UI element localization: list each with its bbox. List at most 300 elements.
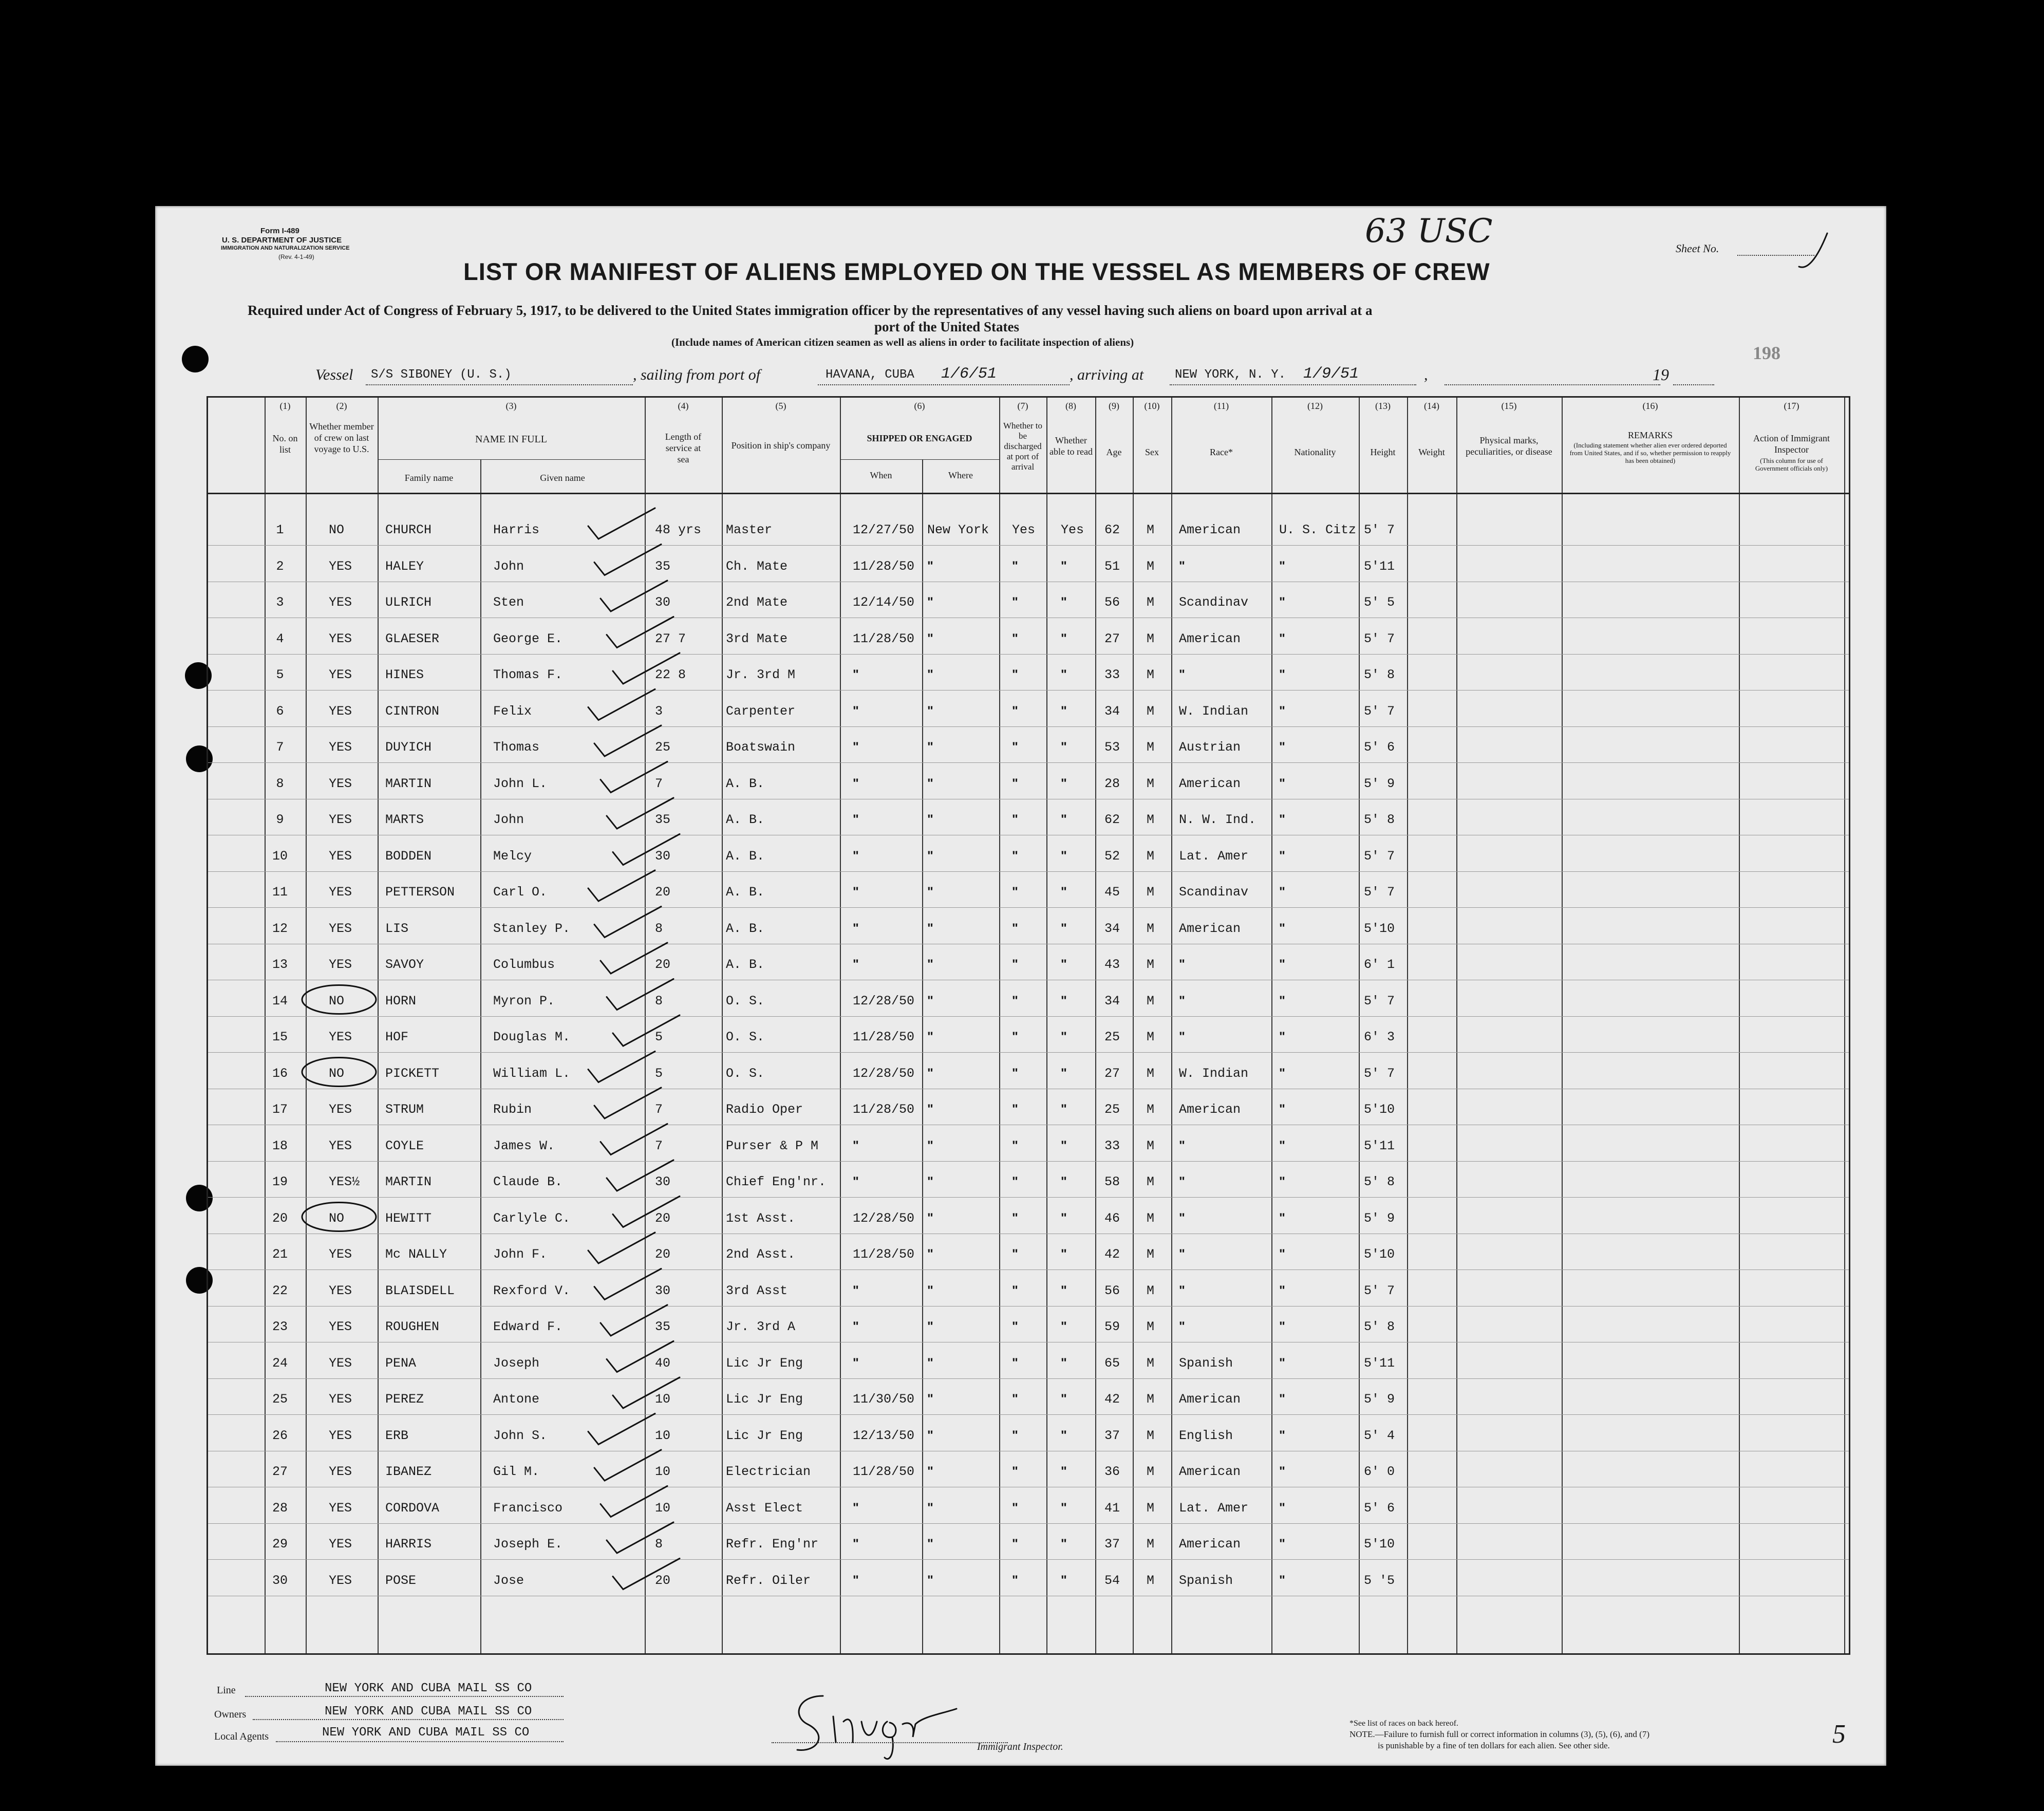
checkmark (601, 581, 667, 611)
cell-length-of-service: 10 (655, 1392, 671, 1407)
cell-length-of-service: 8 (655, 993, 663, 1009)
checkmark (601, 943, 667, 974)
cell-row-number: 21 (272, 1247, 288, 1262)
cell-position: 3rd Asst (726, 1283, 788, 1298)
cell-height: 5' 7 (1364, 885, 1395, 900)
cell-nationality: " (1279, 885, 1285, 899)
cell-given-name: Douglas M. (493, 1030, 571, 1044)
cell-race: " (1179, 667, 1185, 682)
immigrant-inspector-label: Immigrant Inspector. (977, 1741, 1063, 1752)
sailing-port: HAVANA, CUBA (826, 368, 914, 382)
cell-age: 34 (1104, 993, 1120, 1009)
cell-nationality: " (1279, 1573, 1285, 1588)
cell-race: W. Indian (1179, 1066, 1249, 1081)
cell-last-voyage: YES (329, 631, 352, 646)
cell-row-number: 24 (272, 1355, 288, 1371)
cell-nationality: " (1279, 667, 1285, 682)
cell-given-name: Thomas (493, 740, 540, 755)
cell-sex: M (1147, 1210, 1155, 1226)
cell-sex: M (1147, 1392, 1155, 1407)
cell-height: 5'11 (1364, 558, 1395, 574)
cell-race: Scandinav (1179, 595, 1249, 610)
checkmark (601, 1305, 667, 1336)
cell-shipped-where: " (927, 1030, 933, 1044)
cell-given-name: John L. (493, 776, 548, 791)
header-weight: Weight (1418, 447, 1445, 457)
cell-height: 5' 7 (1364, 631, 1395, 646)
cell-length-of-service: 20 (655, 957, 671, 972)
cell-sex: M (1147, 1283, 1155, 1298)
cell-discharged: " (1012, 1537, 1018, 1551)
cell-age: 51 (1104, 558, 1120, 574)
cell-length-of-service: 3 (655, 703, 663, 719)
cell-last-voyage: YES (329, 776, 352, 791)
cell-length-of-service: 20 (655, 1210, 671, 1226)
cell-race: " (1179, 1247, 1185, 1261)
cell-given-name: Carl O. (493, 885, 548, 900)
cell-shipped-when: 11/28/50 (853, 631, 915, 646)
cell-nationality: " (1279, 1428, 1285, 1443)
cell-length-of-service: 30 (655, 848, 671, 864)
cell-shipped-where: " (927, 957, 933, 972)
cell-nationality: " (1279, 740, 1285, 754)
header-family-name: Family name (404, 473, 454, 483)
cell-shipped-where: " (927, 1319, 933, 1334)
cell-sex: M (1147, 1066, 1155, 1081)
cell-position: Lic Jr Eng (726, 1355, 803, 1371)
cell-row-number: 25 (272, 1392, 288, 1407)
cell-nationality: " (1279, 1210, 1285, 1225)
cell-given-name: Joseph E. (493, 1537, 563, 1552)
cell-given-name: Francisco (493, 1500, 563, 1516)
cell-nationality: " (1279, 957, 1285, 972)
cell-sex: M (1147, 885, 1155, 900)
cell-position: Jr. 3rd A (726, 1319, 796, 1334)
cell-length-of-service: 30 (655, 1283, 671, 1298)
cell-row-number: 13 (272, 957, 288, 972)
cell-shipped-where: " (927, 1174, 933, 1189)
cell-row-number: 12 (272, 921, 288, 936)
cell-discharged: " (1012, 993, 1018, 1008)
header-name-in-full: NAME IN FULL (475, 434, 547, 445)
cell-given-name: George E. (493, 631, 563, 646)
subtitle-line-1: Required under Act of Congress of February 5, 1917, to be delivered to the United States immigration officer by the representatives of any vessel having such aliens on board upon arrival at a (248, 303, 1373, 318)
cell-sex: M (1147, 631, 1155, 646)
cell-length-of-service: 8 (655, 921, 663, 936)
cell-position: Ch. Mate (726, 558, 788, 574)
col-num-2: (2) (336, 401, 347, 411)
cell-sex: M (1147, 1138, 1155, 1153)
cell-race: " (1179, 1030, 1185, 1044)
cell-height: 5' 7 (1364, 993, 1395, 1009)
cell-nationality: " (1279, 703, 1285, 718)
cell-able-to-read: " (1061, 776, 1067, 791)
cell-last-voyage: YES (329, 921, 352, 936)
arriving-date: 1/9/51 (1303, 365, 1359, 383)
cell-nationality: " (1279, 1319, 1285, 1334)
col-num-12: (12) (1307, 401, 1323, 411)
cell-able-to-read: " (1061, 812, 1067, 827)
header-height: Height (1370, 447, 1396, 457)
cell-discharged: " (1012, 1355, 1018, 1370)
cell-length-of-service: 20 (655, 1247, 671, 1262)
cell-nationality: " (1279, 1174, 1285, 1189)
cell-row-number: 8 (276, 776, 284, 791)
cell-able-to-read: " (1061, 921, 1067, 936)
checkmark (588, 508, 655, 539)
cell-age: 27 (1104, 631, 1120, 646)
cell-discharged: " (1012, 957, 1018, 972)
cell-sex: M (1147, 848, 1155, 864)
cell-age: 43 (1104, 957, 1120, 972)
checkmark (613, 1015, 680, 1046)
line-label: Line (217, 1685, 236, 1696)
header-where: Where (948, 470, 973, 480)
cell-length-of-service: 20 (655, 885, 671, 900)
cell-position: Electrician (726, 1464, 811, 1479)
cell-race: American (1179, 1537, 1241, 1552)
cell-shipped-when: 11/28/50 (853, 1030, 915, 1044)
cell-position: Refr. Eng'nr (726, 1537, 819, 1552)
line-value: NEW YORK AND CUBA MAIL SS CO (325, 1682, 532, 1695)
cell-race: American (1179, 522, 1241, 537)
cell-race: " (1179, 1210, 1185, 1225)
cell-age: 56 (1104, 595, 1120, 610)
cell-shipped-where: " (927, 1066, 933, 1080)
cell-shipped-where: " (927, 667, 933, 682)
cell-shipped-where: " (927, 1428, 933, 1443)
cell-height: 5' 7 (1364, 522, 1395, 537)
cell-shipped-where: " (927, 1464, 933, 1479)
cell-shipped-when: " (853, 1174, 859, 1189)
agents-underline (276, 1741, 564, 1742)
cell-family-name: MARTIN (385, 776, 432, 791)
cell-row-number: 14 (272, 993, 288, 1009)
circle-mark (302, 1203, 376, 1231)
cell-discharged: " (1012, 1464, 1018, 1479)
checkmark (588, 689, 655, 720)
cell-length-of-service: 35 (655, 1319, 671, 1334)
sheet-checkmark (1796, 231, 1832, 272)
cell-discharged: " (1012, 1066, 1018, 1080)
subtitle-line-3: (Include names of American citizen seamen as well as aliens in order to facilitate inspection of aliens) (671, 336, 1134, 348)
cell-sex: M (1147, 667, 1155, 682)
cell-position: Lic Jr Eng (726, 1428, 803, 1443)
cell-position: Radio Oper (726, 1102, 803, 1117)
cell-height: 5' 9 (1364, 776, 1395, 791)
cell-race: " (1179, 1319, 1185, 1334)
cell-given-name: John S. (493, 1428, 548, 1443)
cell-position: Boatswain (726, 740, 796, 755)
cell-nationality: " (1279, 1537, 1285, 1551)
cell-sex: M (1147, 1428, 1155, 1443)
header-given-name: Given name (540, 473, 585, 483)
cell-height: 5'10 (1364, 921, 1395, 936)
cell-family-name: HARRIS (385, 1537, 432, 1552)
stamp-number: 198 (1753, 343, 1780, 363)
cell-age: 58 (1104, 1174, 1120, 1189)
cell-discharged: " (1012, 812, 1018, 827)
cell-given-name: Joseph (493, 1355, 540, 1371)
cell-discharged: " (1012, 1319, 1018, 1334)
cell-nationality: " (1279, 776, 1285, 791)
cell-position: Refr. Oiler (726, 1573, 811, 1588)
cell-family-name: MARTS (385, 812, 424, 827)
cell-last-voyage: YES½ (329, 1174, 360, 1189)
cell-age: 25 (1104, 1030, 1120, 1044)
cell-given-name: Stanley P. (493, 921, 571, 936)
cell-race: " (1179, 957, 1185, 972)
cell-age: 52 (1104, 848, 1120, 864)
cell-family-name: SAVOY (385, 957, 424, 972)
cell-nationality: " (1279, 1355, 1285, 1370)
cell-row-number: 16 (272, 1066, 288, 1081)
cell-family-name: LIS (385, 921, 409, 936)
cell-age: 37 (1104, 1537, 1120, 1552)
cell-position: O. S. (726, 1030, 765, 1044)
checkmark (607, 1522, 673, 1553)
cell-position: A. B. (726, 885, 765, 900)
cell-last-voyage: YES (329, 1138, 352, 1153)
cell-row-number: 29 (272, 1537, 288, 1552)
checkmark (588, 1052, 655, 1082)
cell-position: 3rd Mate (726, 631, 788, 646)
cell-last-voyage: YES (329, 703, 352, 719)
cell-shipped-where: " (927, 558, 933, 573)
cell-position: Chief Eng'nr. (726, 1174, 827, 1189)
cell-height: 5'11 (1364, 1138, 1395, 1153)
date-underline (1445, 384, 1660, 385)
cell-age: 36 (1104, 1464, 1120, 1479)
cell-able-to-read: " (1061, 957, 1067, 972)
cell-able-to-read: " (1061, 1102, 1067, 1116)
col-num-8: (8) (1065, 401, 1076, 411)
cell-shipped-when: 11/28/50 (853, 1464, 915, 1479)
cell-family-name: PEREZ (385, 1392, 424, 1407)
cell-sex: M (1147, 993, 1155, 1009)
cell-sex: M (1147, 740, 1155, 755)
cell-race: Lat. Amer (1179, 848, 1249, 864)
cell-last-voyage: YES (329, 848, 352, 864)
cell-length-of-service: 20 (655, 1573, 671, 1588)
cell-age: 34 (1104, 703, 1120, 719)
cell-family-name: PENA (385, 1355, 417, 1371)
cell-able-to-read: " (1061, 1464, 1067, 1479)
cell-shipped-when: " (853, 812, 859, 827)
checkmark (613, 653, 680, 684)
cell-length-of-service: 48 yrs (655, 522, 702, 537)
cell-position: Master (726, 522, 773, 537)
owners-label: Owners (214, 1709, 247, 1720)
cell-race: American (1179, 921, 1241, 936)
cell-given-name: Sten (493, 595, 524, 610)
cell-sex: M (1147, 921, 1155, 936)
form-rev: (Rev. 4-1-49) (278, 253, 314, 260)
form-dept: U. S. DEPARTMENT OF JUSTICE (222, 236, 342, 245)
cell-position: 2nd Asst. (726, 1247, 796, 1262)
cell-race: W. Indian (1179, 703, 1249, 719)
cell-length-of-service: 10 (655, 1500, 671, 1516)
cell-able-to-read: " (1061, 885, 1067, 899)
checkmark (601, 1124, 667, 1155)
cell-row-number: 23 (272, 1319, 288, 1334)
cell-length-of-service: 35 (655, 558, 671, 574)
cell-shipped-where: " (927, 631, 933, 646)
cell-able-to-read: " (1061, 1247, 1067, 1261)
cell-family-name: ROUGHEN (385, 1319, 440, 1334)
cell-height: 5' 5 (1364, 595, 1395, 610)
agents-value: NEW YORK AND CUBA MAIL SS CO (322, 1726, 530, 1740)
cell-height: 5' 7 (1364, 703, 1395, 719)
col-num-9: (9) (1109, 401, 1119, 411)
cell-race: Spanish (1179, 1355, 1233, 1371)
sailing-date: 1/6/51 (941, 365, 997, 383)
cell-race: N. W. Ind. (1179, 812, 1257, 827)
cell-shipped-when: 12/28/50 (853, 1210, 915, 1226)
cell-height: 5'11 (1364, 1355, 1395, 1371)
cell-sex: M (1147, 1500, 1155, 1516)
checkmark (601, 1486, 667, 1517)
cell-family-name: HALEY (385, 558, 424, 574)
cell-shipped-where: " (927, 1247, 933, 1261)
line-underline (245, 1696, 564, 1697)
cell-able-to-read: " (1061, 595, 1067, 609)
cell-family-name: ULRICH (385, 595, 432, 610)
col-num-14: (14) (1424, 401, 1439, 411)
cell-age: 42 (1104, 1247, 1120, 1262)
cell-family-name: HINES (385, 667, 424, 682)
vessel-name: S/S SIBONEY (U. S.) (371, 368, 512, 382)
cell-nationality: " (1279, 1030, 1285, 1044)
cell-discharged: " (1012, 1573, 1018, 1588)
cell-given-name: John F. (493, 1247, 548, 1262)
cell-given-name: Gil M. (493, 1464, 540, 1479)
cell-nationality: U. S. Citz (1279, 522, 1357, 537)
col-num-11: (11) (1213, 401, 1229, 411)
cell-shipped-when: 12/28/50 (853, 993, 915, 1009)
cell-age: 41 (1104, 1500, 1120, 1516)
cell-able-to-read: " (1061, 703, 1067, 718)
cell-sex: M (1147, 1247, 1155, 1262)
cell-last-voyage: NO (329, 1066, 345, 1081)
vessel-label: Vessel (315, 366, 353, 383)
cell-nationality: " (1279, 1138, 1285, 1153)
cell-nationality: " (1279, 1464, 1285, 1479)
cell-row-number: 28 (272, 1500, 288, 1516)
cell-sex: M (1147, 1030, 1155, 1044)
cell-age: 59 (1104, 1319, 1120, 1334)
cell-sex: M (1147, 1464, 1155, 1479)
arriving-underline (1170, 384, 1416, 385)
header-last-voyage: Whether member of crew on last voyage to U.S. (309, 421, 374, 454)
circle-mark (302, 985, 376, 1014)
year-label: 19 (1653, 365, 1669, 384)
cell-family-name: DUYICH (385, 740, 432, 755)
cell-shipped-where: " (927, 812, 933, 827)
cell-shipped-when: " (853, 1500, 859, 1515)
cell-shipped-when: " (853, 1283, 859, 1298)
cell-last-voyage: YES (329, 558, 352, 574)
cell-row-number: 26 (272, 1428, 288, 1443)
header-action-inspector: Action of Immigrant Inspector (1753, 433, 1830, 455)
cell-height: 6' 3 (1364, 1030, 1395, 1044)
cell-discharged: " (1012, 1247, 1018, 1261)
cell-race: " (1179, 1283, 1185, 1298)
col-num-3: (3) (505, 401, 517, 411)
cell-shipped-when: " (853, 1138, 859, 1153)
cell-able-to-read: " (1061, 1174, 1067, 1189)
cell-last-voyage: YES (329, 1030, 352, 1044)
cell-race: American (1179, 776, 1241, 791)
cell-row-number: 1 (276, 522, 284, 537)
checkmark (613, 834, 680, 865)
header-remarks-note: (Including statement whether alien ever ordered deported from United States, and if so, whether permission to reapply has been obtained) (1569, 441, 1731, 464)
cell-age: 33 (1104, 667, 1120, 682)
cell-last-voyage: YES (329, 1283, 352, 1298)
cell-shipped-where: New York (927, 522, 989, 537)
checkmark (607, 617, 673, 648)
cell-row-number: 2 (276, 558, 284, 574)
cell-race: " (1179, 993, 1185, 1008)
cell-race: English (1179, 1428, 1233, 1443)
cell-family-name: CORDOVA (385, 1500, 440, 1516)
cell-last-voyage: NO (329, 522, 345, 537)
cell-shipped-when: " (853, 885, 859, 899)
cell-nationality: " (1279, 595, 1285, 609)
cell-able-to-read: " (1061, 1428, 1067, 1443)
page-title: LIST OR MANIFEST OF ALIENS EMPLOYED ON THE VESSEL AS MEMBERS OF CREW (463, 258, 1490, 285)
cell-shipped-when: 12/28/50 (853, 1066, 915, 1081)
cell-row-number: 3 (276, 595, 284, 610)
cell-family-name: HORN (385, 993, 417, 1009)
cell-shipped-where: " (927, 848, 933, 863)
cell-discharged: " (1012, 1392, 1018, 1406)
cell-height: 5' 6 (1364, 740, 1395, 755)
cell-length-of-service: 25 (655, 740, 671, 755)
cell-position: O. S. (726, 993, 765, 1009)
cell-discharged: " (1012, 631, 1018, 646)
cell-length-of-service: 40 (655, 1355, 671, 1371)
cell-last-voyage: YES (329, 957, 352, 972)
cell-nationality: " (1279, 1500, 1285, 1515)
cell-race: Lat. Amer (1179, 1500, 1249, 1516)
cell-row-number: 27 (272, 1464, 288, 1479)
cell-age: 65 (1104, 1355, 1120, 1371)
page-mark: 5 (1832, 1720, 1846, 1749)
cell-position: Jr. 3rd M (726, 667, 796, 682)
cell-shipped-when: 11/28/50 (853, 558, 915, 574)
cell-age: 45 (1104, 885, 1120, 900)
cell-discharged: " (1012, 1174, 1018, 1189)
cell-discharged: " (1012, 1102, 1018, 1116)
cell-nationality: " (1279, 1392, 1285, 1406)
header-position: Position in ship's company (731, 440, 831, 451)
cell-length-of-service: 7 (655, 776, 663, 791)
cell-age: 42 (1104, 1392, 1120, 1407)
checkmark (594, 1450, 661, 1481)
cell-shipped-where: " (927, 1500, 933, 1515)
cell-race: Spanish (1179, 1573, 1233, 1588)
cell-length-of-service: 10 (655, 1428, 671, 1443)
cell-family-name: CINTRON (385, 703, 440, 719)
cell-length-of-service: 35 (655, 812, 671, 827)
cell-nationality: " (1279, 1066, 1285, 1080)
cell-given-name: Edward F. (493, 1319, 563, 1334)
cell-given-name: William L. (493, 1066, 571, 1081)
cell-height: 5'10 (1364, 1102, 1395, 1117)
cell-sex: M (1147, 1355, 1155, 1371)
cell-family-name: HEWITT (385, 1210, 432, 1226)
